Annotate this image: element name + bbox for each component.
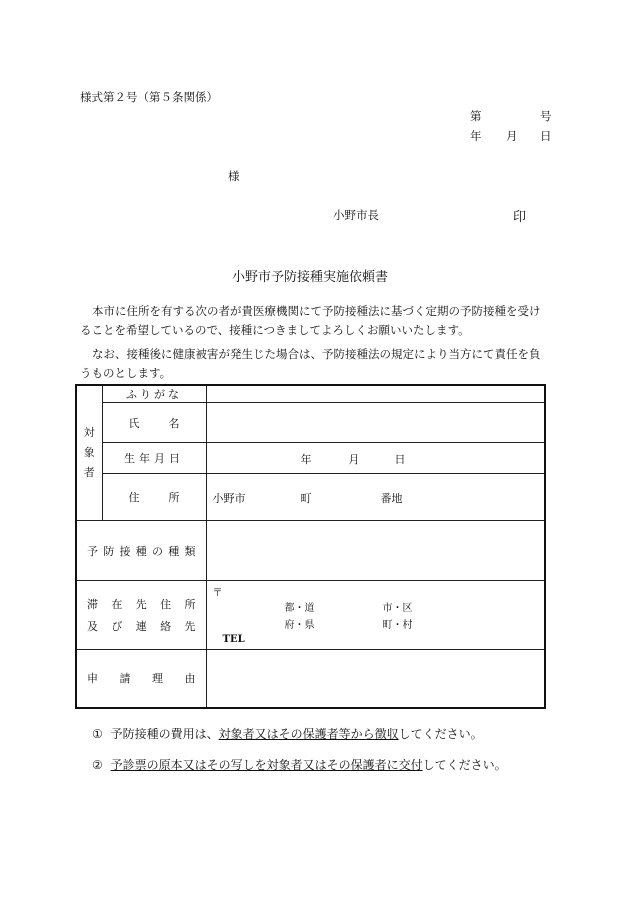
name-label: [102, 403, 206, 443]
dob-nen: 年: [300, 453, 312, 466]
stay-char: 連: [135, 620, 147, 633]
dob-label: 生年月日: [102, 443, 206, 474]
note-2-underlined: 予診票の原本又はその写しを対象者又はその保護者に交付: [110, 758, 423, 772]
reason-field[interactable]: [206, 650, 545, 708]
stay-char: 滞: [87, 598, 98, 611]
vaccine-type-char: の: [152, 544, 163, 558]
address-char: 住: [128, 491, 140, 504]
dob-field[interactable]: [206, 443, 545, 474]
mayor-name: 小野市長: [333, 208, 379, 222]
subject-label: [76, 385, 102, 521]
furigana-label: ふりがな: [102, 385, 206, 403]
dob-hi: 日: [394, 453, 406, 466]
address-field[interactable]: [206, 474, 545, 521]
name-field[interactable]: [206, 403, 545, 443]
reason-char: 請: [119, 672, 131, 686]
stay-address-label: [76, 581, 206, 650]
form-number: 様式第２号（第５条関係）: [80, 90, 218, 104]
stay-char: 絡: [160, 620, 172, 633]
number-dai: 第: [470, 109, 482, 123]
prefecture-fu-ken: 府・県: [284, 620, 315, 631]
reason-label: [76, 650, 206, 708]
postal-mark: 〒: [212, 588, 223, 599]
document-title: 小野市予防接種実施依頼書: [232, 270, 389, 285]
stay-address-field[interactable]: [206, 581, 545, 650]
stay-char: び: [111, 620, 123, 633]
stay-char: 及: [87, 620, 98, 633]
stay-char: 在: [111, 598, 123, 611]
date-tsuki: 月: [506, 129, 518, 143]
address-label: [102, 474, 206, 521]
body-paragraph-1: 本市に住所を有する次の者が貴医療機関にて予防接種法に基づく定期の予防接種を受けることを希望しているので、接種につきましてよろしくお願いいたします。: [80, 304, 541, 337]
prefecture-to-do: 都・道: [284, 603, 315, 614]
note-1: [92, 725, 483, 742]
note-2: [92, 756, 507, 773]
subject-char: 者: [83, 466, 95, 479]
addressee-sama: 様: [228, 169, 240, 183]
stay-char: 住: [160, 598, 172, 611]
vaccine-type-char: 接: [119, 544, 131, 558]
address-char: 所: [168, 491, 180, 504]
vaccine-type-char: 種: [135, 544, 147, 558]
date-hi: 日: [540, 129, 552, 143]
note-1-tail: してください。: [398, 727, 483, 741]
vaccine-type-char: 防: [103, 544, 115, 558]
vaccine-type-char: 予: [87, 544, 98, 558]
note-1-underlined: 対象者又はその保護者等から徴収: [218, 727, 399, 741]
reason-char: 由: [184, 672, 196, 686]
vaccine-type-char: 種: [168, 544, 180, 558]
reason-char: 申: [87, 672, 98, 686]
dob-tsuki: 月: [348, 453, 360, 466]
request-form-table: [75, 384, 546, 709]
name-char: 氏: [128, 416, 140, 430]
reason-char: 理: [152, 672, 163, 686]
town-machi-mura: 町・村: [382, 620, 413, 631]
stay-char: 先: [135, 598, 147, 611]
name-char: 名: [168, 416, 180, 430]
note-1-text: 予防接種の費用は、: [110, 727, 219, 741]
vaccine-type-field[interactable]: [206, 521, 545, 581]
note-2-tail: してください。: [422, 758, 507, 772]
stay-char: 所: [184, 598, 196, 611]
body-paragraph-2: なお、接種後に健康被害が発生じた場合は、予防接種法の規定により当方にて責任を負うものとします。: [80, 347, 541, 380]
address-banchi: 番地: [380, 492, 403, 505]
date-nen: 年: [470, 129, 482, 143]
address-city: 小野市: [212, 492, 246, 505]
note-1-mark: ①: [92, 727, 103, 741]
vaccine-type-char: 類: [184, 544, 196, 558]
city-shi-ku: 市・区: [382, 603, 413, 614]
seal-mark: 印: [513, 210, 527, 225]
subject-char: 対: [83, 426, 95, 439]
furigana-field[interactable]: [206, 385, 545, 403]
subject-char: 象: [83, 446, 95, 459]
address-town: 町: [300, 492, 312, 505]
vaccine-type-label: [76, 521, 206, 581]
tel-label: TEL: [222, 634, 245, 645]
stay-char: 先: [184, 620, 196, 633]
note-2-mark: ②: [92, 758, 103, 772]
number-go: 号: [540, 109, 552, 123]
